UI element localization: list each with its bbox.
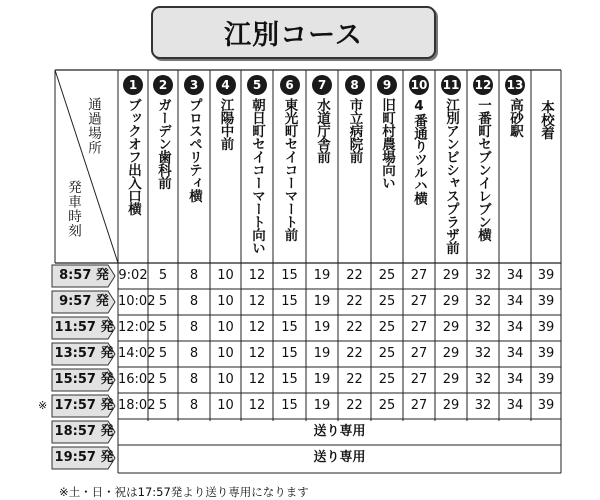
minutes-cell: 39: [537, 398, 555, 413]
first-stop-time: 16:02: [118, 372, 156, 387]
stop-name: 高砂駅: [507, 98, 523, 137]
departure-time: 13:57 発: [54, 346, 114, 361]
minutes-cell: 5: [158, 320, 168, 335]
stop-name: 江陽中前: [217, 98, 234, 150]
stop-number-badge: 9: [377, 75, 397, 95]
minutes-cell: 8: [189, 346, 199, 361]
departure-header-label: 発車時刻: [65, 180, 81, 238]
stop-number-badge: 11: [441, 75, 461, 95]
minutes-cell: 27: [410, 346, 428, 361]
minutes-cell: 22: [346, 398, 363, 413]
minutes-cell: 34: [506, 268, 524, 283]
minutes-cell: 15: [281, 294, 298, 309]
departure-time: 11:57 発: [54, 320, 114, 335]
minutes-cell: 27: [410, 372, 428, 387]
departure-time: 17:57 発: [54, 398, 114, 413]
stop-name: 東光町セイコーマート前: [281, 98, 298, 241]
minutes-cell: 10: [217, 372, 234, 387]
minutes-cell: 5: [158, 294, 168, 309]
minutes-cell: 22: [346, 346, 363, 361]
stop-number-badge: 7: [312, 75, 332, 95]
minutes-cell: 19: [313, 372, 331, 387]
minutes-cell: 34: [506, 346, 524, 361]
minutes-cell: 27: [410, 398, 428, 413]
stops-header-label: 通過場所: [85, 97, 101, 155]
minutes-cell: 15: [281, 268, 298, 283]
minutes-cell: 12: [248, 372, 266, 387]
minutes-cell: 8: [189, 320, 199, 335]
stop-number-badge: 8: [345, 75, 365, 95]
minutes-cell: 15: [281, 346, 298, 361]
minutes-cell: 10: [217, 320, 234, 335]
minutes-cell: 34: [506, 320, 524, 335]
minutes-cell: 29: [442, 372, 460, 387]
dropoff-only-label: 送り専用: [313, 424, 366, 439]
stop-name: 水道庁舎前: [314, 98, 330, 163]
stop-number-badge: 12: [473, 75, 493, 95]
first-stop-time: 9:02: [118, 268, 148, 283]
minutes-cell: 12: [248, 268, 266, 283]
minutes-cell: 10: [217, 294, 234, 309]
minutes-cell: 39: [537, 346, 555, 361]
minutes-cell: 27: [410, 294, 428, 309]
minutes-cell: 10: [217, 268, 234, 283]
minutes-cell: 19: [313, 294, 331, 309]
minutes-cell: 29: [442, 268, 460, 283]
minutes-cell: 25: [378, 398, 396, 413]
stop-name: 朝日町セイコーマート向い: [249, 98, 265, 254]
minutes-cell: 29: [442, 346, 460, 361]
minutes-cell: 22: [346, 320, 363, 335]
minutes-cell: 15: [281, 320, 298, 335]
minutes-cell: 34: [506, 398, 524, 413]
departure-time: 8:57 発: [59, 268, 109, 283]
minutes-cell: 29: [442, 398, 460, 413]
minutes-cell: 15: [281, 398, 298, 413]
minutes-cell: 12: [248, 320, 266, 335]
minutes-cell: 25: [378, 320, 396, 335]
minutes-cell: 32: [474, 398, 492, 413]
minutes-cell: 10: [217, 346, 234, 361]
stop-number-badge: 10: [409, 75, 429, 95]
stop-name: ブックオフ出入口横: [125, 98, 141, 215]
minutes-cell: 22: [346, 294, 363, 309]
stop-number-badge: 13: [505, 75, 525, 95]
minutes-cell: 34: [506, 294, 524, 309]
minutes-cell: 25: [378, 346, 396, 361]
minutes-cell: 34: [506, 372, 524, 387]
minutes-cell: 25: [378, 268, 396, 283]
minutes-cell: 32: [474, 372, 492, 387]
minutes-cell: 12: [248, 398, 266, 413]
minutes-cell: 8: [189, 398, 199, 413]
minutes-cell: 19: [313, 268, 331, 283]
first-stop-time: 14:02: [118, 346, 156, 361]
minutes-cell: 5: [158, 268, 168, 283]
minutes-cell: 5: [158, 346, 168, 361]
minutes-cell: 29: [442, 320, 460, 335]
stop-name: 一番町セブンイレブン横: [475, 98, 491, 241]
minutes-cell: 32: [474, 346, 492, 361]
stop-name: ガーデン歯科前: [155, 98, 171, 189]
minutes-cell: 19: [313, 346, 331, 361]
minutes-cell: 29: [442, 294, 460, 309]
minutes-cell: 39: [537, 294, 555, 309]
minutes-cell: 8: [189, 372, 199, 387]
stop-number-badge: 4: [216, 75, 236, 95]
departure-time: 18:57 発: [54, 424, 114, 439]
departure-time: 19:57 発: [54, 450, 114, 465]
minutes-cell: 22: [346, 372, 363, 387]
stop-name: 市立病院前: [346, 98, 363, 163]
minutes-cell: 39: [537, 372, 555, 387]
minutes-cell: 39: [537, 320, 555, 335]
first-stop-time: 10:02: [118, 294, 156, 309]
stop-number-badge: 6: [280, 75, 300, 95]
minutes-cell: 8: [189, 268, 199, 283]
stop-number-badge: 5: [247, 75, 267, 95]
stop-number-badge: 2: [153, 75, 173, 95]
minutes-cell: 39: [537, 268, 555, 283]
stop-name: 4番通りツルハ横: [411, 98, 427, 205]
dropoff-only-label: 送り専用: [313, 450, 366, 465]
stop-name: 江別アンビシャスプラザ前: [443, 98, 459, 254]
minutes-cell: 15: [281, 372, 298, 387]
minutes-cell: 8: [189, 294, 199, 309]
minutes-cell: 27: [410, 268, 428, 283]
minutes-cell: 25: [378, 294, 396, 309]
stop-name: プロスペリティ横: [186, 98, 202, 202]
stop-name: 旧町村農場向い: [379, 98, 395, 189]
first-stop-time: 12:02: [118, 320, 156, 335]
minutes-cell: 5: [158, 372, 168, 387]
minutes-cell: 19: [313, 320, 331, 335]
minutes-cell: 32: [474, 320, 492, 335]
minutes-cell: 27: [410, 320, 428, 335]
stop-name: 本校着: [538, 100, 554, 139]
minutes-cell: 10: [217, 398, 234, 413]
footnote: ※土・日・祝は17:57発より送り専用になります: [59, 485, 309, 499]
minutes-cell: 5: [158, 398, 168, 413]
note-mark: ※: [38, 399, 48, 412]
minutes-cell: 32: [474, 268, 492, 283]
stop-number-badge: 1: [123, 75, 143, 95]
minutes-cell: 25: [378, 372, 396, 387]
departure-time: 9:57 発: [59, 294, 109, 309]
minutes-cell: 22: [346, 268, 363, 283]
minutes-cell: 12: [248, 346, 266, 361]
stop-number-badge: 3: [184, 75, 204, 95]
page-title: 江別コース: [151, 6, 436, 59]
departure-time: 15:57 発: [54, 372, 114, 387]
minutes-cell: 12: [248, 294, 266, 309]
minutes-cell: 32: [474, 294, 492, 309]
minutes-cell: 19: [313, 398, 331, 413]
first-stop-time: 18:02: [118, 398, 156, 413]
